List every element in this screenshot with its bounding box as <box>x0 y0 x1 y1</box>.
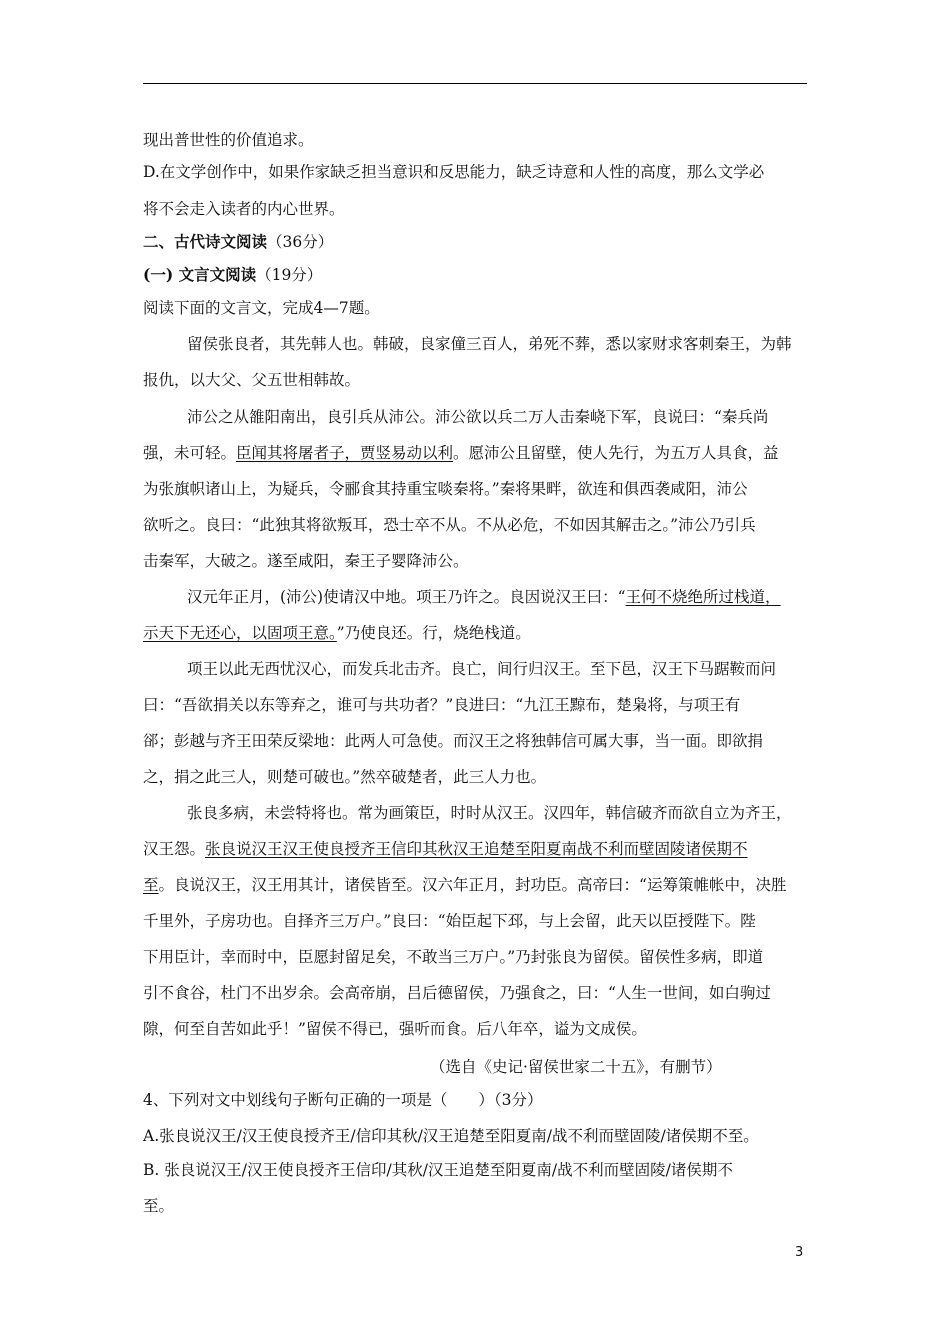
subsection-title: (一) 文言文阅读 <box>143 265 257 284</box>
option-d-line: D.在文学创作中，如果作家缺乏担当意识和反思能力，缺乏诗意和人性的高度，那么文学必 <box>143 163 765 181</box>
underlined-sentence: 张良说汉王汉王使良授齐王信印其秋汉王追楚至阳夏南战不利而壁固陵诸侯期不 <box>205 840 748 858</box>
text-span: 。愿沛公且留壁，使人先行，为五万人具食，益 <box>453 444 779 462</box>
passage-line: 沛公之从雒阳南出，良引兵从沛公。沛公欲以兵二万人击秦峣下军，良说曰：“秦兵尚 <box>187 408 769 426</box>
passage-line <box>143 443 813 463</box>
underlined-sentence: 臣闻其将屠者子，贾竖易动以利 <box>236 444 454 462</box>
passage-line <box>143 839 813 859</box>
passage-line: 郤；彭越与齐王田荣反梁地：此两人可急使。而汉王之将独韩信可属大事，当一面。即欲捐 <box>143 732 764 750</box>
instruction: 阅读下面的文言文，完成4—7题。 <box>143 299 380 317</box>
option-b-cont: 至。 <box>143 1197 175 1215</box>
option-b: B. 张良说汉王/汉王使良授齐王信印/其秋/汉王追楚至阳夏南/战不利而壁固陵/诸侯期不 <box>143 1161 733 1179</box>
underlined-sentence: 至 <box>143 876 159 894</box>
passage-line: 击秦军，大破之。遂至咸阳，秦王子婴降沛公。 <box>143 552 469 570</box>
subsection-heading <box>143 265 813 285</box>
option-a: A.张良说汉王/汉王使良授齐王/信印其秋/汉王追楚至阳夏南/战不利而壁固陵/诸侯期不至。 <box>143 1127 759 1145</box>
passage-line: 为张旗帜诸山上，为疑兵，令郦食其持重宝啖秦将。”秦将果畔，欲连和俱西袭咸阳，沛公 <box>143 480 748 498</box>
text-line: 现出普世性的价值追求。 <box>143 131 314 149</box>
passage-line: 项王以此无西忧汉心，而发兵北击齐。良亡，间行归汉王。至下邑，汉王下马踞鞍而问 <box>187 660 777 678</box>
text-span: 强，未可轻。 <box>143 444 237 462</box>
section-score: （36分） <box>267 233 334 251</box>
passage-line: 下用臣计，幸而时中，臣愿封留足矣，不敢当三万户。”乃封张良为留侯。留侯性多病，即道 <box>143 948 764 966</box>
text-span: 汉王怨。 <box>143 840 206 858</box>
text-line: 将不会走入读者的内心世界。 <box>143 200 345 218</box>
underlined-sentence: 示天下无还心，以固项王意。 <box>143 624 337 642</box>
passage-line: 留侯张良者，其先韩人也。韩破，良家僮三百人，弟死不葬，悉以家财求客刺秦王，为韩 <box>187 335 792 353</box>
underlined-sentence: 王何不烧绝所过栈道， <box>625 588 781 606</box>
text-span: 。良说汉王，汉王用其计，诸侯皆至。汉六年正月，封功臣。高帝曰：“运筹策帷帐中，决胜 <box>158 876 787 894</box>
passage-line: 千里外，子房功也。自择齐三万户。”良曰：“始臣起下邳，与上会留，此天以臣授陛下。陛 <box>143 912 756 930</box>
page-number: 3 <box>795 1245 804 1260</box>
passage-line: 曰：“吾欲捐关以东等弃之，谁可与共功者？”良进曰：“九江王黥布，楚枭将，与项王有 <box>143 696 741 714</box>
subsection-score: （19分） <box>256 266 323 284</box>
passage-line <box>143 875 813 895</box>
text-span: ”乃使良还。行，烧绝栈道。 <box>336 624 531 642</box>
passage-line: 报仇，以大父、父五世相韩故。 <box>143 371 361 389</box>
text-span: 汉元年正月，(沛公)使请汉中地。项王乃许之。良因说汉王曰：“ <box>187 588 626 606</box>
passage-line <box>143 623 813 643</box>
passage-line: 之，捐之此三人，则楚可破也。”然卒破楚者，此三人力也。 <box>143 768 547 786</box>
passage-source: （选自《史记·留侯世家二十五》，有删节） <box>430 1058 722 1076</box>
passage-line: 张良多病，未尝特将也。常为画策臣，时时从汉王。汉四年，韩信破齐而欲自立为齐王， <box>187 804 792 822</box>
passage-line: 欲听之。良曰：“此独其将欲叛耳，恐士卒不从。不从必危，不如因其解击之。”沛公乃引兵 <box>143 516 756 534</box>
header-rule <box>143 83 807 84</box>
question-4: 4、下列对文中划线句子断句正确的一项是（ ）（3分） <box>143 1091 543 1109</box>
section-heading <box>143 232 813 252</box>
section-title: 二、古代诗文阅读 <box>143 232 268 251</box>
passage-line: 隙，何至自苦如此乎！”留侯不得已，强听而食。后八年卒，谥为文成侯。 <box>143 1020 647 1038</box>
passage-line: 引不食谷，杜门不出岁余。会高帝崩，吕后德留侯，乃强食之，曰：“人生一世间，如白驹过 <box>143 984 771 1002</box>
passage-line <box>187 587 857 607</box>
